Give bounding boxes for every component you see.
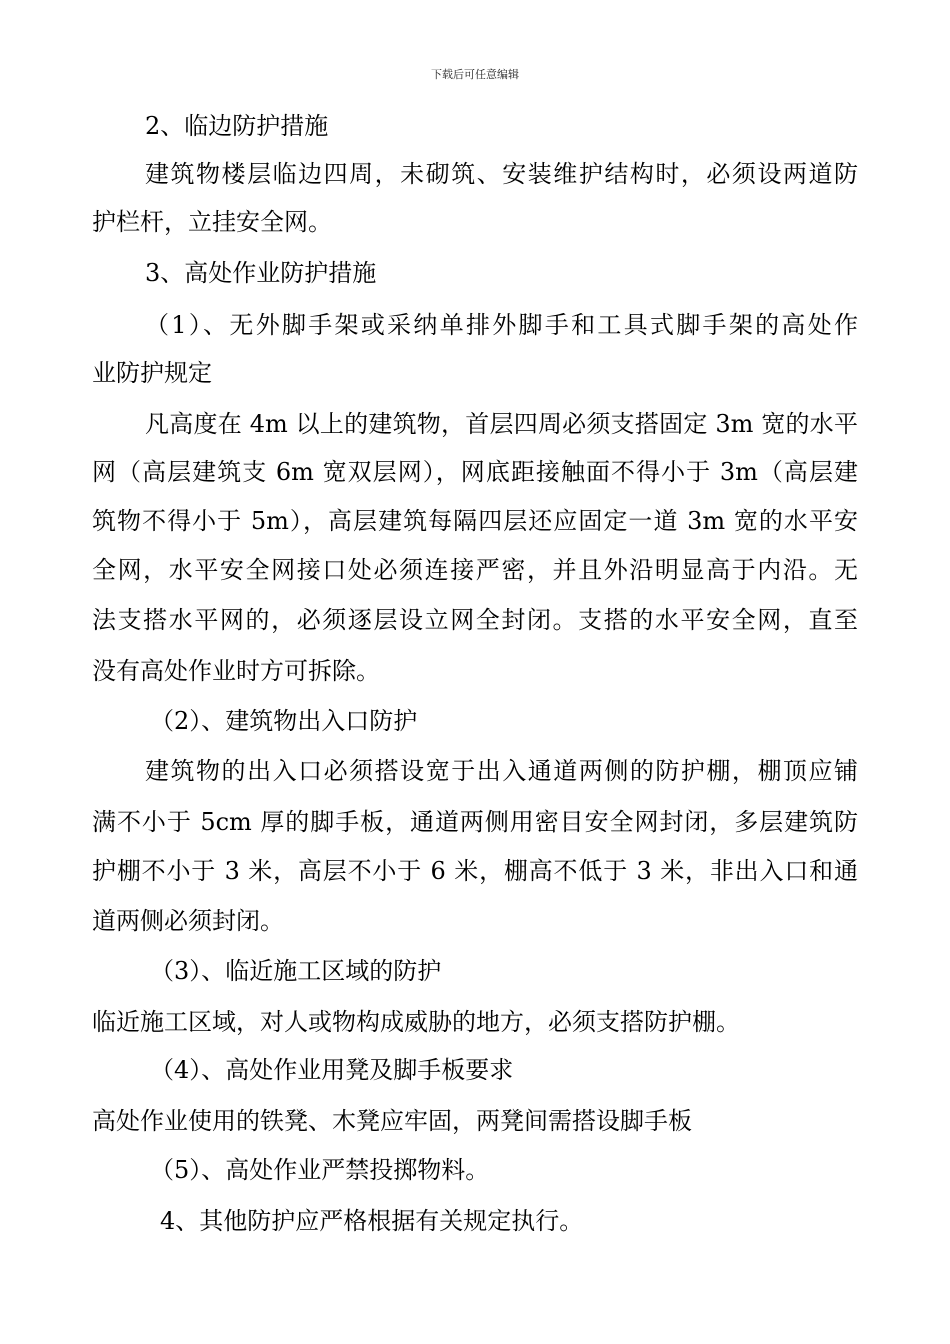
section-3-2-heading: （2）、建筑物出入口防护 [150,707,418,735]
section-3-3-heading: （3）、临近施工区域的防护 [150,957,442,985]
section-3-2-body-line-3: 护棚不小于 3 米，高层不小于 6 米，棚高不低于 3 米，非出入口和通 [92,857,858,885]
section-3-2-body-line-2: 满不小于 5cm 厚的脚手板，通道两侧用密目安全网封闭，多层建筑防 [92,808,858,836]
section-3-4-heading: （4）、高处作业用凳及脚手板要求 [150,1056,514,1084]
section-3-4-body: 高处作业使用的铁凳、木凳应牢固，两凳间需搭设脚手板 [92,1107,692,1135]
section-3-2-body-line-4: 道两侧必须封闭。 [92,907,284,935]
section-3-1-body-line-2: 网（高层建筑支 6m 宽双层网），网底距接触面不得小于 3m（高层建 [92,458,858,486]
section-3-1-body-line-3: 筑物不得小于 5m），高层建筑每隔四层还应固定一道 3m 宽的水平安 [92,507,858,535]
section-3-heading: 3、高处作业防护措施 [145,259,377,287]
section-3-2-body-line-1: 建筑物的出入口必须搭设宽于出入通道两侧的防护棚，棚顶应铺 [145,757,858,785]
section-3-1-heading-line-2: 业防护规定 [92,359,212,387]
page-header: 下载后可任意编辑 [431,68,519,81]
section-3-3-body: 临近施工区域，对人或物构成威胁的地方，必须支搭防护棚。 [92,1008,740,1036]
section-2-body-line-1: 建筑物楼层临边四周，未砌筑、安装维护结构时，必须设两道防 [145,160,858,188]
section-3-1-heading-line-1: （1）、无外脚手架或采纳单排外脚手和工具式脚手架的高处作 [145,311,858,339]
section-3-1-body-line-6: 没有高处作业时方可拆除。 [92,657,380,685]
section-2-body-line-2: 护栏杆，立挂安全网。 [92,208,332,236]
section-3-1-body-line-5: 法支搭水平网的，必须逐层设立网全封闭。支搭的水平安全网，直至 [92,606,858,634]
section-2-heading: 2、临边防护措施 [145,112,329,140]
section-3-1-body-line-1: 凡高度在 4m 以上的建筑物，首层四周必须支搭固定 3m 宽的水平 [145,410,858,438]
section-3-5-heading: （5）、高处作业严禁投掷物料。 [150,1156,490,1184]
section-3-1-body-line-4: 全网，水平安全网接口处必须连接严密，并且外沿明显高于内沿。无 [92,556,858,584]
section-4-heading: 4、其他防护应严格根据有关规定执行。 [160,1207,584,1235]
